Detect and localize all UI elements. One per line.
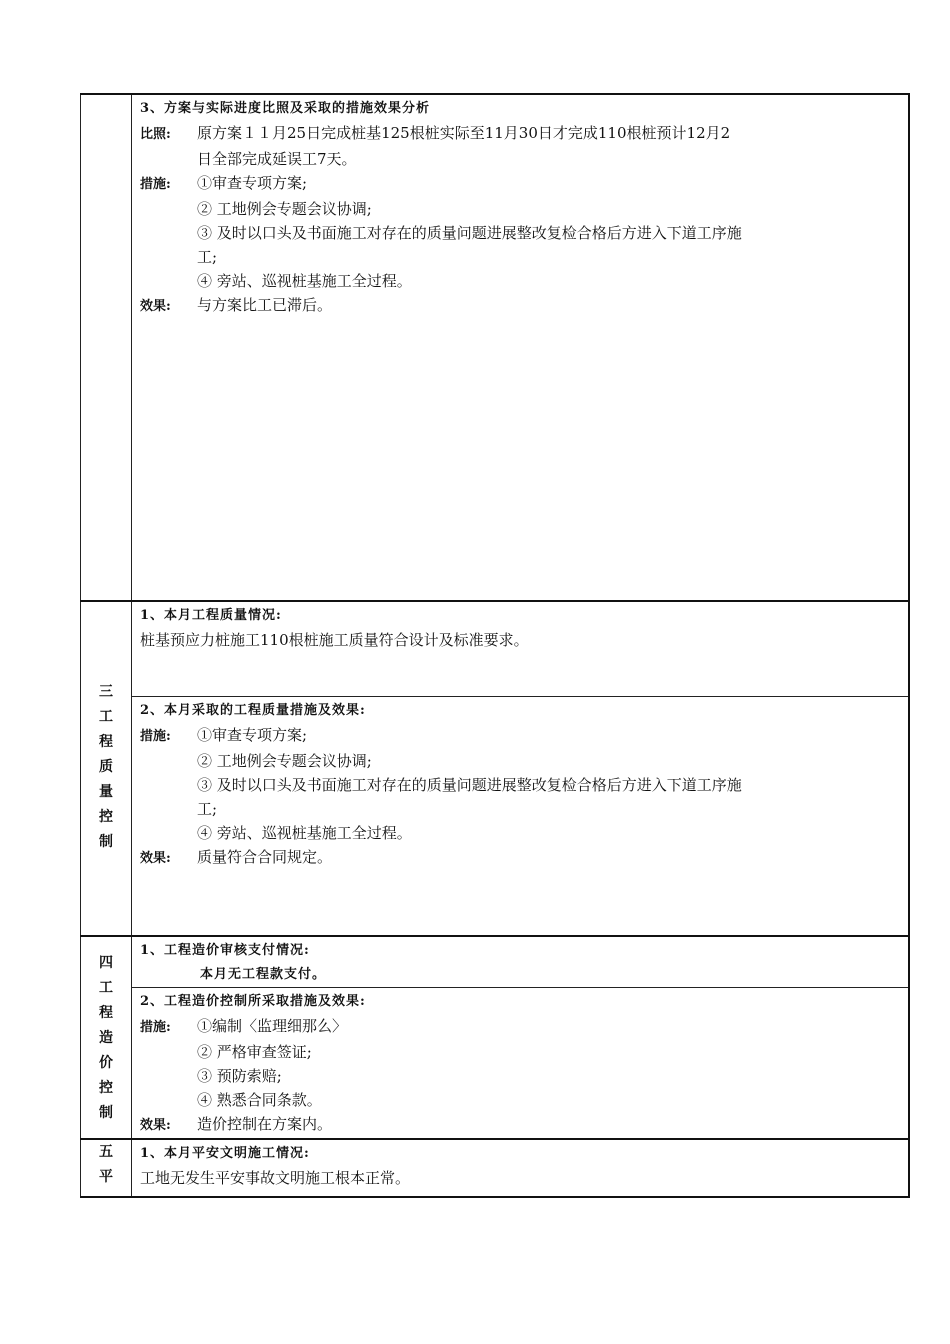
progress-row [81, 94, 910, 601]
quality-side-cell [81, 601, 132, 936]
cost-effect-label: 效果: [140, 1118, 171, 1133]
quality-effect-label: 效果: [140, 851, 171, 866]
safety-status-text: 工地无发生平安事故文明施工根本正常。 [140, 1169, 411, 1187]
cost-measures-heading: 2、工程造价控制所采取措施及效果: [140, 994, 366, 1009]
safety-status-cell [132, 1139, 910, 1197]
cost-side-cell [81, 936, 132, 1139]
cost-row-1 [81, 936, 910, 988]
compare-line-2: 日全部完成延误工7天。 [197, 150, 357, 168]
cost-measures-cell [132, 988, 910, 1140]
quality-measure-4: ④ 旁站、巡视桩基施工全过程。 [197, 824, 412, 842]
safety-side-label: 五 平 [99, 1144, 113, 1185]
quality-status-text: 桩基预应力桩施工110根桩施工质量符合设计及标准要求。 [140, 631, 529, 649]
quality-measure-2: ② 工地例会专题会议协调; [197, 752, 372, 770]
cost-payment-heading: 1、工程造价审核支付情况: [140, 943, 310, 958]
quality-measure-3: ③ 及时以口头及书面施工对存在的质量问题进展整改复检合格后方进入下道工序施 [197, 776, 742, 794]
quality-status-heading: 1、本月工程质量情况: [140, 608, 282, 623]
compare-line-1: 原方案１１月25日完成桩基125根桩实际至11月30日才完成110根桩预计12月2 [197, 124, 731, 142]
cost-measure-4: ④ 熟悉合同条款。 [197, 1091, 322, 1109]
safety-row [81, 1139, 910, 1197]
progress-measure-1: ①审查专项方案; [197, 174, 308, 192]
cost-effect: 造价控制在方案内。 [197, 1115, 333, 1133]
progress-heading: 3、方案与实际进度比照及采取的措施效果分析 [140, 101, 431, 116]
report-table [80, 93, 910, 1198]
cost-measure-1: ①编制〈监理细那么〉 [197, 1017, 348, 1035]
quality-measures-label: 措施: [140, 729, 171, 744]
progress-measures-label: 措施: [140, 177, 171, 192]
progress-measure-3-cont: 工; [197, 248, 218, 266]
quality-status-cell [132, 601, 910, 697]
report-sheet [80, 93, 910, 1196]
quality-effect: 质量符合合同规定。 [197, 848, 333, 866]
quality-measures-cell [132, 697, 910, 937]
quality-measures-heading: 2、本月采取的工程质量措施及效果: [140, 703, 366, 718]
quality-row-1 [81, 601, 910, 697]
compare-label: 比照: [140, 127, 171, 142]
safety-status-heading: 1、本月平安文明施工情况: [140, 1146, 310, 1161]
progress-effect-label: 效果: [140, 299, 171, 314]
cost-payment-cell [132, 936, 910, 988]
cost-measure-2: ② 严格审查签证; [197, 1043, 312, 1061]
progress-measure-2: ② 工地例会专题会议协调; [197, 200, 372, 218]
quality-row-2 [81, 697, 910, 937]
cost-measure-3: ③ 预防索赔; [197, 1067, 282, 1085]
progress-measure-3: ③ 及时以口头及书面施工对存在的质量问题进展整改复检合格后方进入下道工序施 [197, 224, 742, 242]
cost-payment-text: 本月无工程款支付。 [200, 967, 327, 982]
progress-side-cell [81, 94, 132, 601]
cost-measures-label: 措施: [140, 1020, 171, 1035]
cost-side-label: 四 工 程 造 价 控 制 [99, 955, 113, 1121]
progress-measure-4: ④ 旁站、巡视桩基施工全过程。 [197, 272, 412, 290]
progress-analysis-cell [132, 94, 910, 601]
progress-effect: 与方案比工已滞后。 [197, 296, 333, 314]
cost-row-2 [81, 988, 910, 1140]
quality-side-label: 三 工 程 质 量 控 制 [99, 684, 113, 850]
safety-side-cell [81, 1139, 132, 1197]
quality-measure-1: ①审查专项方案; [197, 726, 308, 744]
quality-measure-3-cont: 工; [197, 800, 218, 818]
